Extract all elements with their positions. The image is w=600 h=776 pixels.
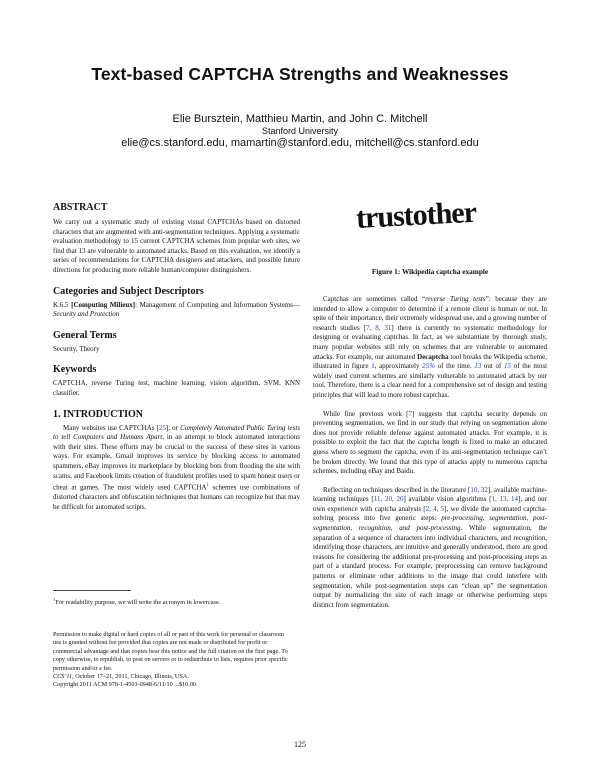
permission-block [53, 631, 290, 690]
paper-emails: elie@cs.stanford.edu, mamartin@stanford.edu, mitchell@cs.stanford.edu [121, 137, 479, 149]
copyright-line: Copyright 2011 ACM 978-1-4503-0948-6/11/10 ...$10.00. [53, 681, 198, 689]
page-number: 125 [294, 740, 306, 749]
paper-title: Text-based CAPTCHA Strengths and Weaknesses [91, 64, 509, 84]
left-column [53, 202, 300, 512]
categories-heading: Categories and Subject Descriptors [53, 285, 204, 297]
captcha-image [352, 190, 512, 240]
conference-line: CCS’11, October 17–21, 2011, Chicago, Illinois, USA. [53, 673, 189, 681]
right-paragraph-3: Reflecting on techniques described in the literature [10, 32], available machine-learning techniques [11, 20, 26] available vision algorithms [1, 13, 14], and our own experience with captcha analysis [2, 4, 5], we divide the automated captcha-solving process into five generic steps: pre-processing, segmentation, post-segmentation, recognition, and post-processing. While segmentation, the separation of a sequence of characters into individual characters, and recognition, identifying those characters, are intuitive and generally understood, there are good reasons for considering the additional pre-processing and post-processing steps as part of a standard process. For example, preprocessing can remove background patterns or eliminate other additions to the image that could interfere with segmentation, while post-segmentation steps can “clean up” the segmentation output by normalizing the size of each image or otherwise performing steps distinct from segmentation. [313, 485, 548, 609]
keywords-heading: Keywords [53, 364, 97, 376]
citation-link[interactable]: 11, 20, 26 [373, 495, 404, 504]
general-terms-heading: General Terms [53, 329, 117, 341]
right-column [313, 295, 547, 610]
citation-link[interactable]: 7 [408, 409, 412, 418]
citation-link[interactable]: 7, 8, 31 [366, 323, 392, 332]
permission-text: Permission to make digital or hard copies of all or part of this work for personal or classroom use is granted without fee provided that copies are not made or distributed for profit or commercial advantage and that copies bear this notice and the full citation on the first page. To copy otherwise, to republish, to post on servers or to redistribute to lists, requires prior specific permission and/or a fee. [53, 631, 288, 672]
general-terms-text: Security, Theory [53, 344, 100, 353]
figure-link[interactable]: 1 [371, 362, 375, 371]
right-paragraph-2: While fine previous work [7] suggests that captcha security depends on preventing segmentation, we find in our study that relying on segmentation alone does not provide reliable defense against automated attacks. For example, it is possible to exploit the fact that the captcha length is fixed to make an educated guess where to segment the captcha, even if its anti-segmentation technique can’t be broken directly. We found that this type of attacks apply to numerous captcha schemes, including eBay and Baidu. [313, 409, 547, 476]
abstract-text: We carry out a systematic study of existing visual CAPTCHAs based on distorted characters that are augmented with anti-segmentation techniques. Applying a systematic evaluation methodology to 15 current CAPTCHA schemes from popular web sites, we find that 13 are vulnerable to automated attacks. Based on this evaluation, we identify a series of recommendations for CAPTCHA designers and attackers, and possible future directions for producing more reliable human/computer distinguishers. [53, 218, 300, 274]
captcha-word: trustother [355, 195, 477, 235]
citation-link[interactable]: 10, 32 [470, 485, 488, 494]
citation-link[interactable]: 1, 13, 14 [491, 495, 518, 504]
footnote-rule [53, 590, 131, 591]
keywords-text: CAPTCHA, reverse Turing test, machine learning, vision algorithm, SVM, KNN classifier. [53, 379, 300, 397]
paper-authors: Elie Bursztein, Matthieu Martin, and John C. Mitchell [172, 113, 428, 125]
right-paragraph-1: Captchas are sometimes called “reverse Turing tests”: because they are intended to allow a computer to determine if a remote client is human or not. In spite of their importance, their extremely widespread use, and a growing number of research studies [7, 8, 31] there is currently no systematic methodology for designing or evaluating captchas. In fact, as we substantiate by thorough study, many popular websites still rely on schemes that are vulnerable to automated attacks. For example, our automated Decaptcha tool breaks the Wikipedia scheme, illustrated in figure 1, approximately 25% of the time. 13 out of 15 of the most widely used current schemes are similarly vulnerable to automated attack by our tool. Therefore, there is a clear need for a comprehensive set of design and testing principles that will lead to more robust captchas. [313, 295, 548, 399]
citation-link[interactable]: 2, 4, 5 [425, 504, 445, 513]
citation-link[interactable]: 25 [158, 423, 166, 432]
categories-text: K.6.5 [Computing Milieux]: Management of Computing and Information Systems—Security and Protection [53, 300, 301, 319]
abstract-heading: ABSTRACT [53, 202, 108, 213]
paper-affiliation: Stanford University [261, 126, 339, 136]
footnote: $^1$For readability purpose, we will write the acronym in lowercase. [53, 597, 221, 607]
introduction-paragraph: Many websites use CAPTCHAs [25], or Completely Automated Public Turing tests to tell Computers and Humans Apart, in an attempt to block automated interactions with their sites. These efforts may be crucial to the success of these sites in various ways. For example, Gmail improves its service by blocking access to automated spammers, eBay improves its marketplace by blocking bots from flooding the site with scams, and Facebook limits creation of fraudulent profiles used to spam honest users or cheat at games. The most widely used CAPTCHA$^1$ schemes use combinations of distorted characters and obfuscation techniques that humans can recognize but that may be difficult for automated scripts. [53, 423, 301, 511]
figure-caption: Figure 1: Wikipedia captcha example [371, 267, 489, 276]
footnote-link[interactable]: 1 [206, 483, 210, 489]
introduction-heading: 1. INTRODUCTION [53, 408, 144, 420]
